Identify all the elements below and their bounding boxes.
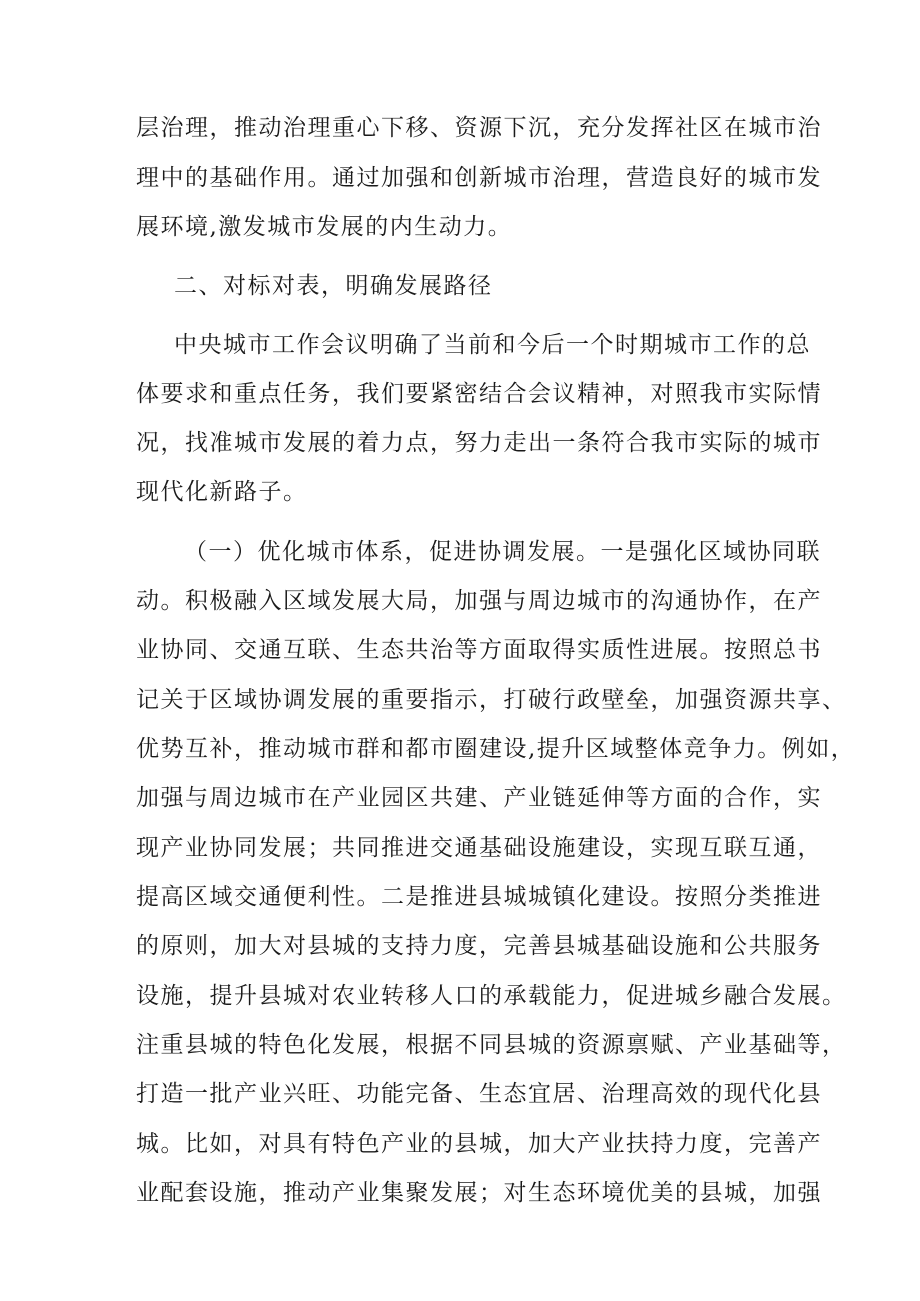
text-line: 况，找准城市发展的着力点，努力走出一条符合我市实际的城市 xyxy=(136,430,822,456)
subsection-line: （一）优化城市体系，促进协调发展。一是强化区域协同联 xyxy=(184,539,821,565)
text-line: 注重县城的特色化发展，根据不同县城的资源禀赋、产业基础等， xyxy=(136,1032,847,1058)
text-line: 优势互补，推动城市群和都市圈建设,提升区域整体竞争力。例如， xyxy=(136,736,856,762)
text-line: 现产业协同发展；共同推进交通基础设施建设，实现互联互通， xyxy=(136,835,822,861)
text-line: 记关于区域协调发展的重要指示，打破行政壁垒，加强资源共享、 xyxy=(136,687,847,713)
text-line: 体要求和重点任务，我们要紧密结合会议精神，对照我市实际情 xyxy=(136,381,822,407)
text-line: 业配套设施，推动产业集聚发展；对生态环境优美的县城，加强 xyxy=(136,1180,822,1206)
text-line: 业协同、交通互联、生态共治等方面取得实质性进展。按照总书 xyxy=(136,637,822,663)
text-line: 打造一批产业兴旺、功能完备、生态宜居、治理高效的现代化县 xyxy=(136,1081,822,1107)
text-line: 城。比如，对具有特色产业的县城，加大产业扶持力度，完善产 xyxy=(136,1131,822,1157)
text-line: 动。积极融入区域发展大局，加强与周边城市的沟通协作，在产 xyxy=(136,588,822,614)
text-line: 提高区域交通便利性。二是推进县城城镇化建设。按照分类推进 xyxy=(136,884,822,910)
section-heading: 二、对标对表，明确发展路径 xyxy=(174,273,493,299)
text-line: 设施，提升县城对农业转移人口的承载能力，促进城乡融合发展。 xyxy=(136,983,847,1009)
text-line: 展环境,激发城市发展的内生动力。 xyxy=(136,214,513,240)
text-line: 加强与周边城市在产业园区共建、产业链延伸等方面的合作，实 xyxy=(136,785,822,811)
text-line: 层治理，推动治理重心下移、资源下沉，充分发挥社区在城市治 xyxy=(136,115,822,141)
text-line: 理中的基础作用。通过加强和创新城市治理，营造良好的城市发 xyxy=(136,165,822,191)
text-line: 中央城市工作会议明确了当前和今后一个时期城市工作的总 xyxy=(174,332,811,358)
text-line: 的原则，加大对县城的支持力度，完善县城基础设施和公共服务 xyxy=(136,933,822,959)
text-line: 现代化新路子。 xyxy=(136,479,308,505)
